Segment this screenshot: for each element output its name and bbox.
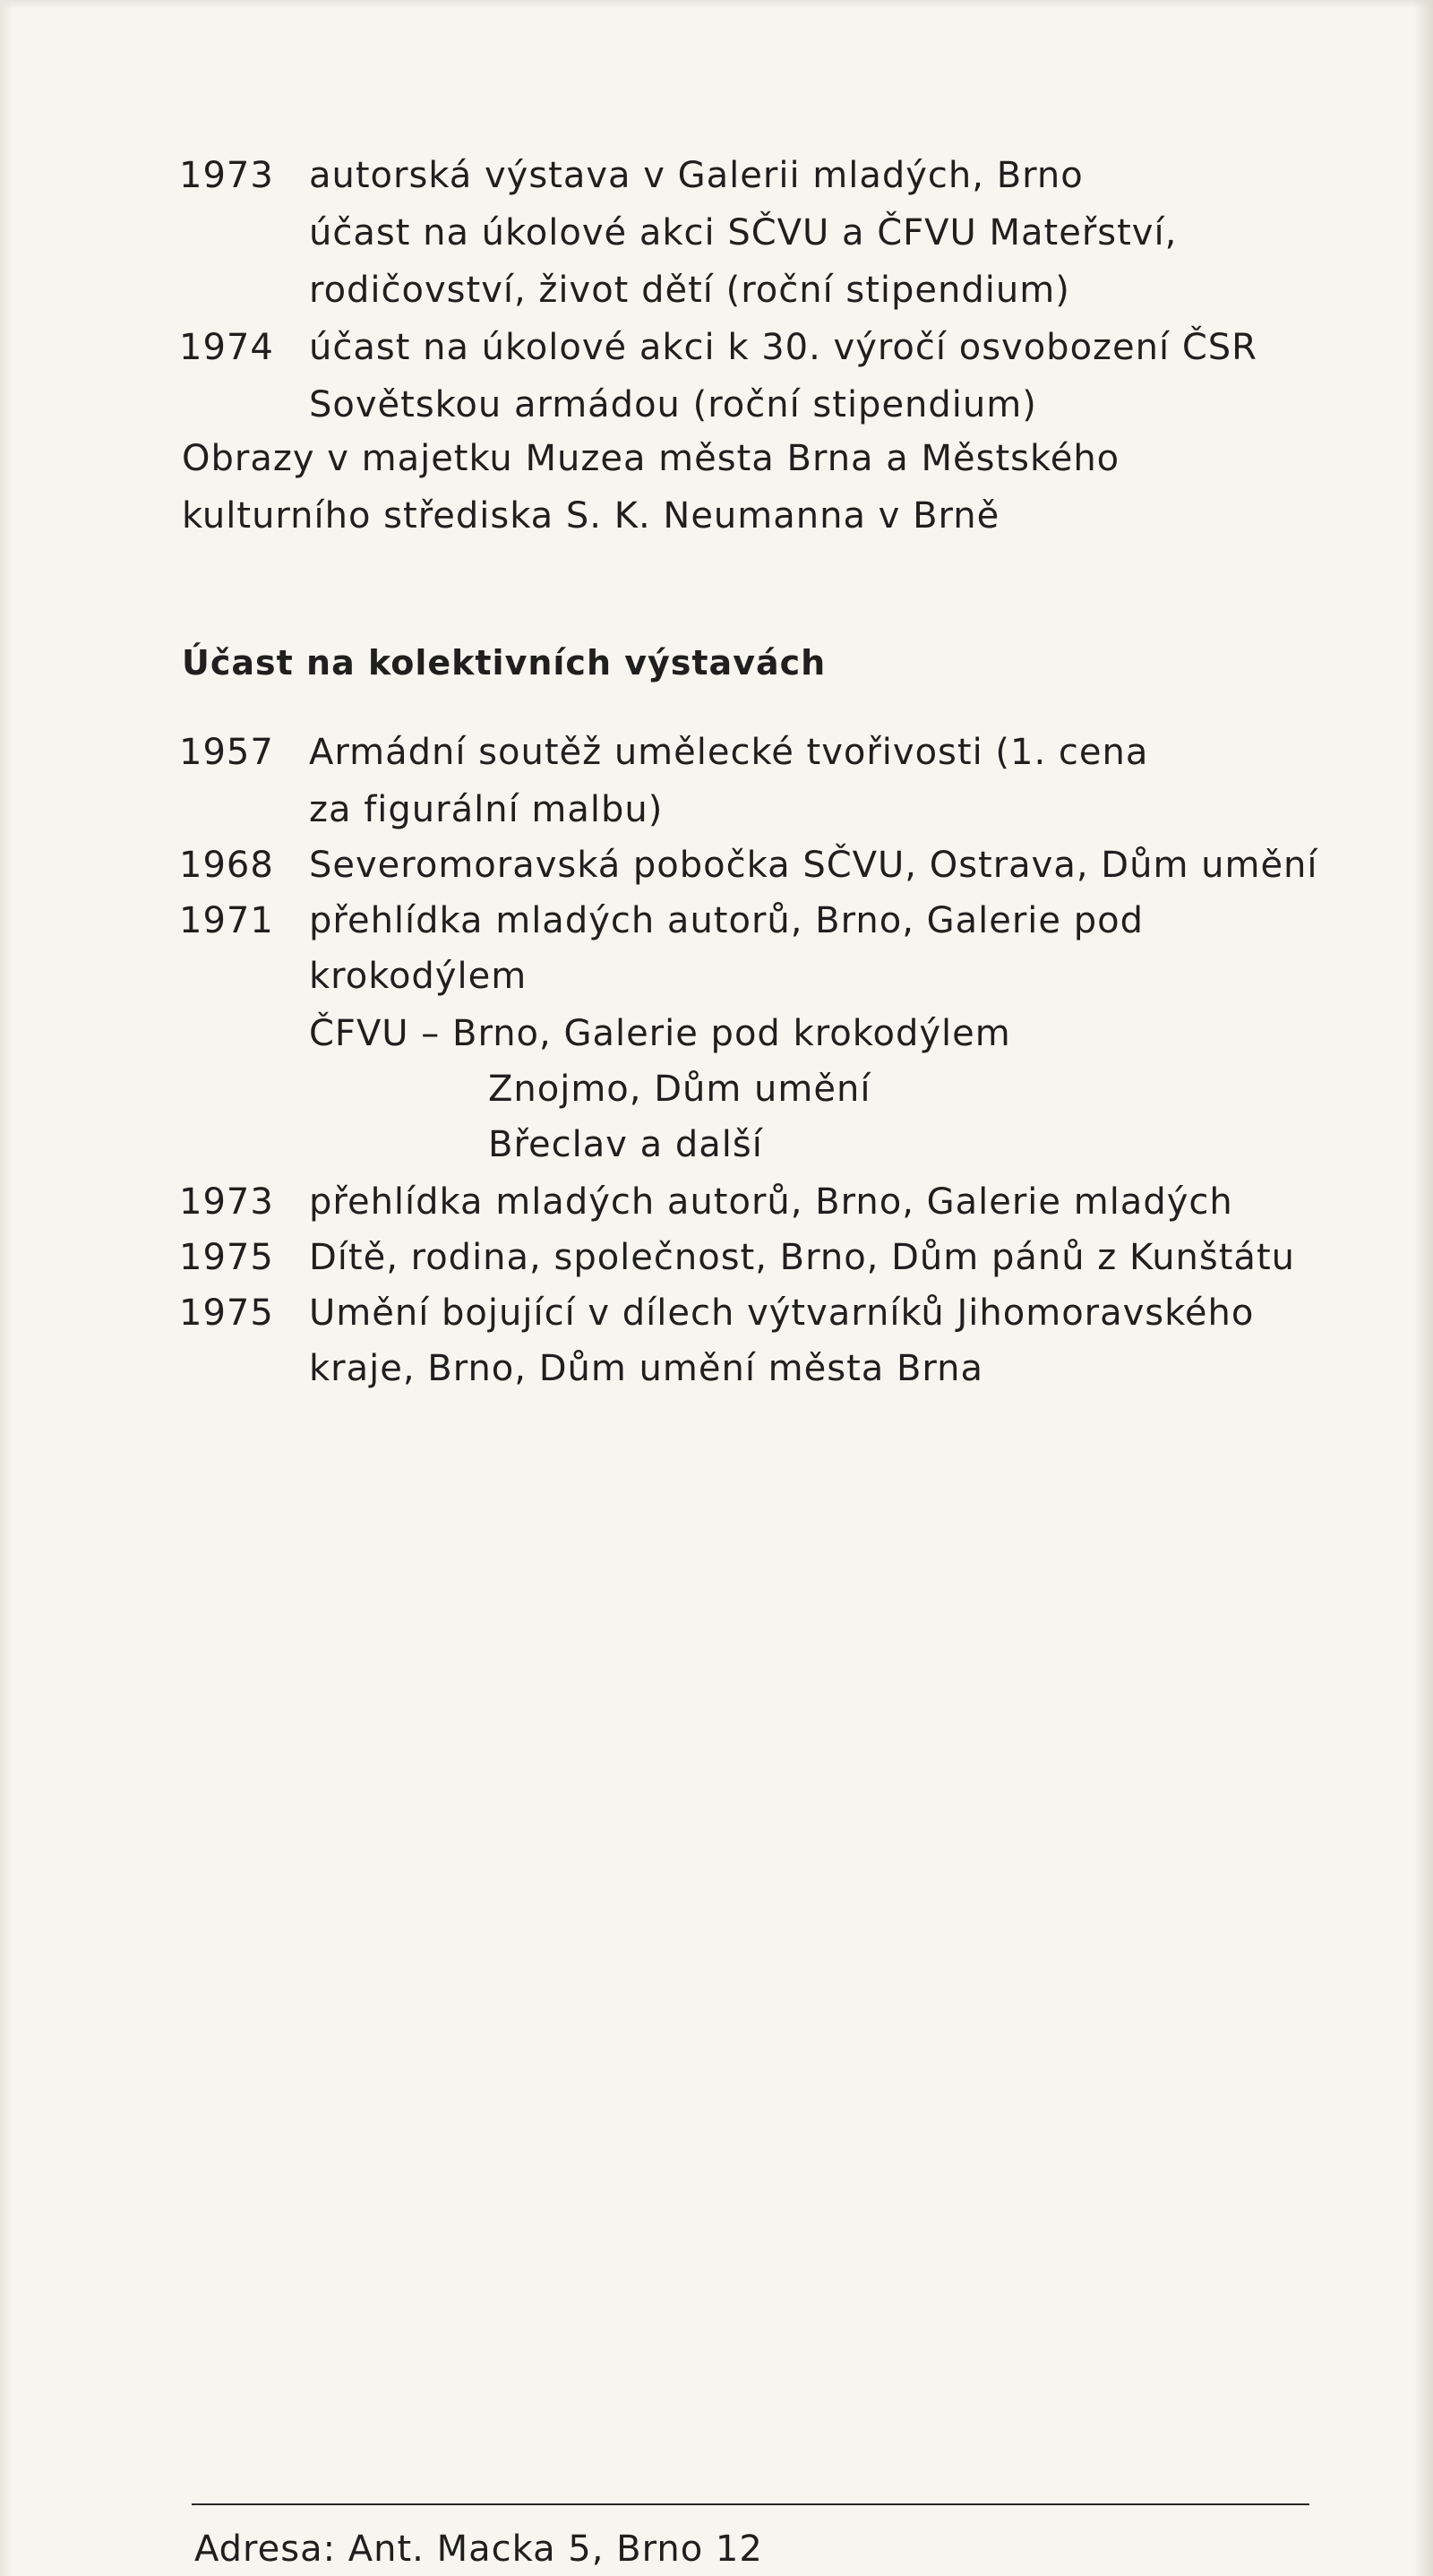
- paragraph-text: Obrazy v majetku Muzea města Brna a Městského: [182, 438, 1120, 479]
- entry-year: 1968: [179, 845, 274, 886]
- entry-text: přehlídka mladých autorů, Brno, Galerie mladých: [309, 1181, 1233, 1223]
- entry-year: 1971: [179, 900, 274, 941]
- entry-text: Břeclav a další: [488, 1124, 763, 1165]
- entry-text: kraje, Brno, Dům umění města Brna: [309, 1348, 984, 1389]
- entry-year: 1975: [179, 1292, 274, 1334]
- entry-text: za figurální malbu): [309, 789, 664, 830]
- page-edge-top: [0, 0, 1433, 9]
- paragraph-text: kulturního střediska S. K. Neumanna v Brně: [182, 495, 1000, 537]
- entry-text: rodičovství, život dětí (roční stipendium): [309, 270, 1070, 311]
- entry-text: Sovětskou armádou (roční stipendium): [309, 384, 1037, 425]
- page-edge-right: [1413, 0, 1433, 2576]
- section-heading: Účast na kolektivních výstavách: [182, 643, 827, 683]
- entry-text: účast na úkolové akci k 30. výročí osvobození ČSR: [309, 327, 1257, 368]
- entry-year: 1974: [179, 327, 274, 368]
- entry-text: přehlídka mladých autorů, Brno, Galerie pod: [309, 900, 1144, 941]
- entry-text: Armádní soutěž umělecké tvořivosti (1. cena: [309, 732, 1149, 773]
- entry-text: Dítě, rodina, společnost, Brno, Dům pánů z Kunštátu: [309, 1237, 1295, 1278]
- footer-address: Adresa: Ant. Macka 5, Brno 12: [194, 2529, 763, 2570]
- entry-text: autorská výstava v Galerii mladých, Brno: [309, 155, 1084, 196]
- entry-text: krokodýlem: [309, 956, 528, 997]
- entry-year: 1973: [179, 1181, 274, 1223]
- entry-year: 1957: [179, 732, 274, 773]
- entry-text: účast na úkolové akci SČVU a ČFVU Mateřství,: [309, 212, 1178, 253]
- entry-text: Severomoravská pobočka SČVU, Ostrava, Dům umění: [309, 845, 1318, 886]
- entry-year: 1975: [179, 1237, 274, 1278]
- footer-divider: [192, 2503, 1309, 2505]
- entry-year: 1973: [179, 155, 274, 196]
- entry-text: Znojmo, Dům umění: [488, 1069, 871, 1110]
- entry-text: ČFVU – Brno, Galerie pod krokodýlem: [309, 1013, 1011, 1054]
- page-edge-left: [0, 0, 13, 2576]
- entry-text: Umění bojující v dílech výtvarníků Jihomoravského: [309, 1292, 1255, 1334]
